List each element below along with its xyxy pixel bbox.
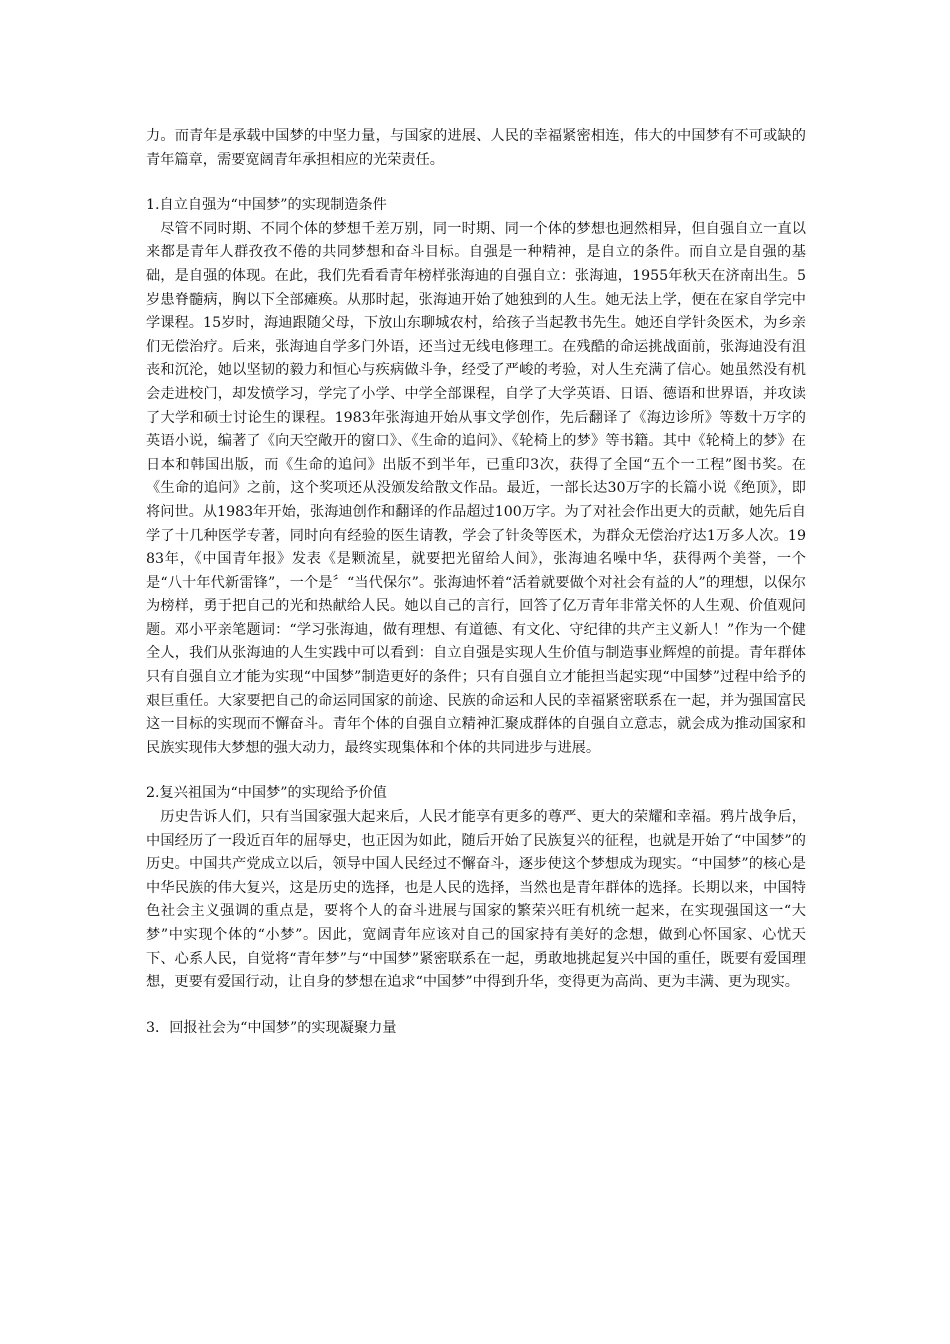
section-2-body: 历史告诉人们，只有当国家强大起来后，人民才能享有更多的尊严、更大的荣耀和幸福。鸦片战争后，中国经历了一段近百年的屈辱史，也正因为如此，随后开始了民族复兴的征程，也就是开始了“中国梦”的历史。中国共产党成立以后，领导中国人民经过不懈奋斗，逐步使这个梦想成为现实。“中国梦”的核心是中华民族的伟大复兴，这是历史的选择，也是人民的选择，当然也是青年群体的选择。长期以来，中国特色社会主义强调的重点是，要将个人的奋斗进展与国家的繁荣兴旺有机统一起来，在实现强国这一“大梦”中实现个体的“小梦”。因此，宽阔青年应该对自己的国家持有美好的念想，做到心怀国家、心忧天下、心系人民，自觉将“青年梦”与“中国梦”紧密联系在一起，勇敢地挑起复兴中国的重任，既要有爱国理想，更要有爱国行动，让自身的梦想在追求“中国梦”中得到升华，变得更为高尚、更为丰满、更为现实。	[146, 809, 806, 991]
document-body	[146, 125, 806, 1040]
intro-paragraph: 力。而青年是承载中国梦的中坚力量，与国家的进展、人民的幸福紧密相连，伟大的中国梦有不可或缺的青年篇章，需要宽阔青年承担相应的光荣责任。	[146, 128, 806, 168]
section-1-heading: 1.自立自强为“中国梦”的实现制造条件	[146, 197, 387, 214]
section-1-body: 尽管不同时期、不同个体的梦想千差万别，同一时期、同一个体的梦想也迥然相异，但自强自立一直以来都是青年人群孜孜不倦的共同梦想和奋斗目标。自强是一种精神，是自立的条件。而自立是自强的基础，是自强的体现。在此，我们先看看青年榜样张海迪的自强自立：张海迪，1955年秋天在济南出生。5岁患脊髓病，胸以下全部瘫痪。从那时起，张海迪开始了她独到的人生。她无法上学，便在在家自学完中学课程。15岁时，海迪跟随父母，下放山东聊城农村，给孩子当起教书先生。她还自学针灸医术，为乡亲们无偿治疗。后来，张海迪自学多门外语，还当过无线电修理工。在残酷的命运挑战面前，张海迪没有沮丧和沉沦，她以坚韧的毅力和恒心与疾病做斗争，经受了严峻的考验，对人生充满了信心。她虽然没有机会走进校门，却发愤学习，学完了小学、中学全部课程，自学了大学英语、日语、德语和世界语，并攻读了大学和硕士讨论生的课程。1983年张海迪开始从事文学创作，先后翻译了《海边诊所》等数十万字的英语小说，编著了《向天空敞开的窗口》、《生命的追问》、《轮椅上的梦》等书籍。其中《轮椅上的梦》在日本和韩国出版，而《生命的追问》出版不到半年，已重印3次，获得了全国“五个一工程”图书奖。在《生命的追问》之前，这个奖项还从没颁发给散文作品。最近，一部长达30万字的长篇小说《绝顶》，即将问世。从1983年开始，张海迪创作和翻译的作品超过100万字。为了对社会作出更大的贡献，她先后自学了十几种医学专著，同时向有经验的医生请教，学会了针灸等医术，为群众无偿治疗达1万多人次。1983年，《中国青年报》发表《是颗流星，就要把光留给人间》，张海迪名噪中华，获得两个美誉，一个是“八十年代新雷锋”，一个是〞“当代保尔”。张海迪怀着“活着就要做个对社会有益的人”的理想，以保尔为榜样，勇于把自己的光和热献给人民。她以自己的言行，回答了亿万青年非常关怀的人生观、价值观问题。邓小平亲笔题词：“学习张海迪，做有理想、有道德、有文化、守纪律的共产主义新人！”作为一个健全人，我们从张海迪的人生实践中可以看到：自立自强是实现人生价值与制造事业辉煌的前提。青年群体只有自强自立才能为实现“中国梦”制造更好的条件；只有自强自立才能担当起实现“中国梦”过程中给予的艰巨重任。大家要把自己的命运同国家的前途、民族的命运和人民的幸福紧密联系在一起，并为强国富民这一目标的实现而不懈奋斗。青年个体的自强自立精神汇聚成群体的自强自立意志，就会成为推动国家和民族实现伟大梦想的强大动力，最终实现集体和个体的共同进步与进展。	[146, 220, 806, 756]
section-2-heading: 2.复兴祖国为“中国梦”的实现给予价值	[146, 785, 387, 802]
section-3-heading: 3．回报社会为“中国梦”的实现凝聚力量	[146, 1019, 397, 1036]
paragraph-gap	[146, 760, 806, 782]
paragraph-gap	[146, 995, 806, 1017]
paragraph-gap	[146, 172, 806, 194]
